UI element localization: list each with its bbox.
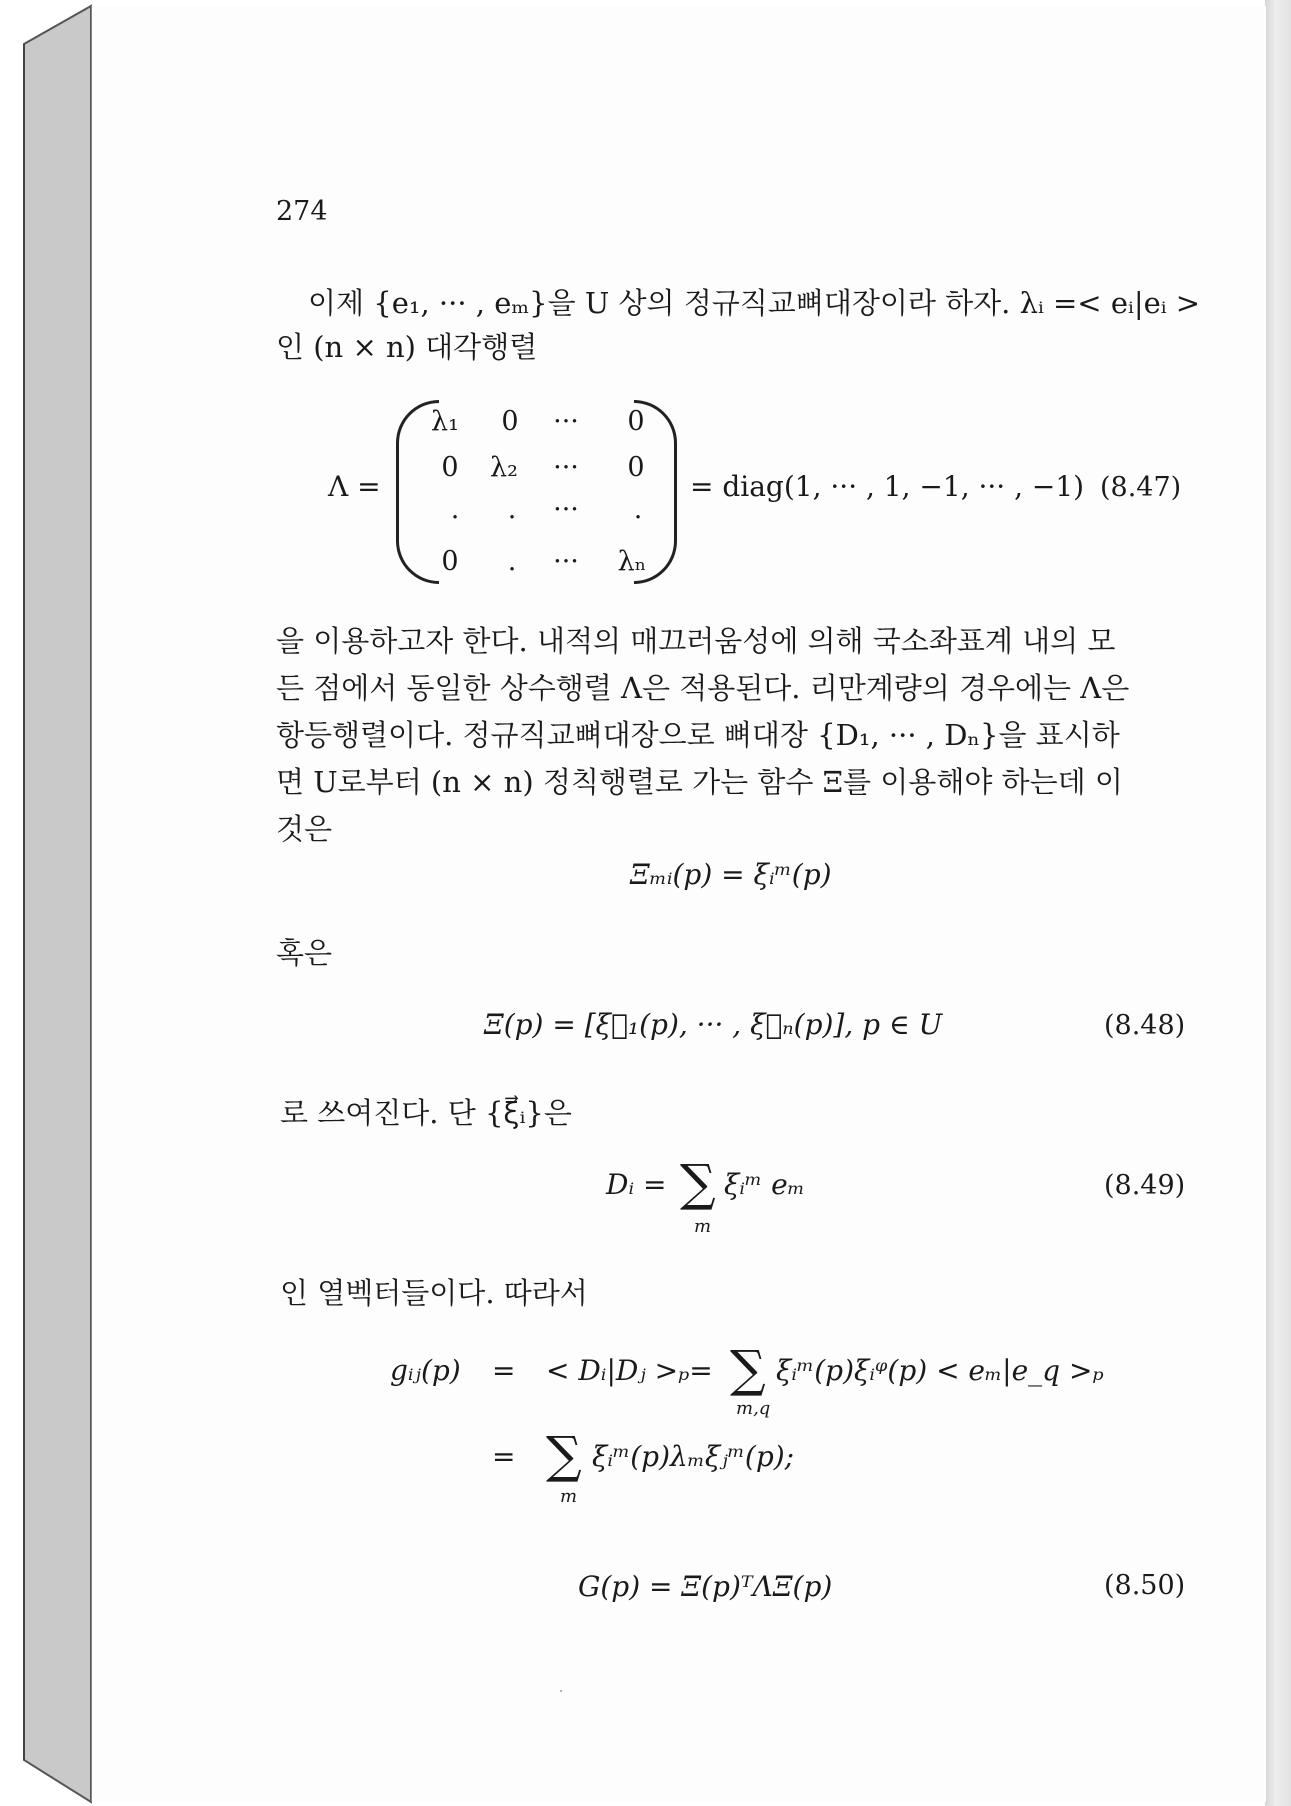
matrix-cell: ··· xyxy=(553,452,579,483)
equation-8-49-rhs: ξᵢᵐ eₘ xyxy=(724,1168,805,1201)
summation-index: m xyxy=(694,1216,712,1237)
equation-8-49-lhs: Dᵢ = xyxy=(606,1168,667,1201)
equation-number-8-48: (8.48) xyxy=(1104,1010,1186,1041)
intro-line-1: 이제 {e₁, ··· , eₘ}을 U 상의 정규직교뼈대장이라 하자. λᵢ =< eᵢ|eᵢ > xyxy=(308,286,1201,320)
equation-number-8-47: (8.47) xyxy=(1100,472,1182,503)
para2-line-3: 항등행렬이다. 정규직교뼈대장으로 뼈대장 {D₁, ··· , Dₙ}을 표시하 xyxy=(276,718,1120,752)
matrix-cell: ··· xyxy=(553,406,579,437)
text-after-8-49: 인 열벡터들이다. 따라서 xyxy=(280,1276,588,1310)
matrix-cell: 0 xyxy=(441,546,459,577)
page-stack-edge xyxy=(1265,0,1291,1806)
summation-sign: ∑ xyxy=(680,1154,716,1212)
equation-g-lhs: gᵢⱼ(p) xyxy=(390,1354,461,1387)
matrix-lhs: Λ = xyxy=(328,470,381,503)
matrix-cell: λ₁ xyxy=(431,406,459,437)
equation-g2-rhs: ξᵢᵐ(p)λₘξⱼᵐ(p); xyxy=(592,1440,795,1473)
equation-g2-equals: = xyxy=(492,1440,516,1473)
matrix-cell: . xyxy=(633,494,643,525)
matrix-cell: 0 xyxy=(627,452,645,483)
matrix-rhs: = diag(1, ··· , 1, −1, ··· , −1) xyxy=(690,470,1085,503)
matrix-cell: 0 xyxy=(627,406,645,437)
para2-line-2: 든 점에서 동일한 상수행렬 Λ은 적용된다. 리만계량의 경우에는 Λ은 xyxy=(276,671,1130,705)
summation-sign: ∑ xyxy=(730,1340,766,1398)
page-number: 274 xyxy=(276,196,328,227)
matrix-cell: ··· xyxy=(553,494,579,525)
matrix-cell: . xyxy=(507,546,517,577)
equation-g-rhs: ξᵢᵐ(p)ξᵢᵠ(p) < eₘ|e_q >ₚ xyxy=(776,1354,1104,1387)
equation-number-8-49: (8.49) xyxy=(1104,1170,1186,1201)
matrix-cell: ··· xyxy=(553,546,579,577)
summation-sign: ∑ xyxy=(546,1426,582,1484)
text-after-8-48: 로 쓰여진다. 단 {ξ⃗ᵢ}은 xyxy=(280,1096,572,1130)
equation-g-equals: = xyxy=(492,1354,516,1387)
matrix-cell: . xyxy=(507,494,517,525)
summation-index: m,q xyxy=(736,1398,771,1419)
intro-line-2: 인 (n × n) 대각행렬 xyxy=(276,330,538,364)
book-page xyxy=(91,6,1266,1802)
equation-8-48: Ξ(p) = [ξ⃗₁(p), ··· , ξ⃗ₙ(p)], p ∈ U xyxy=(484,1008,943,1041)
summation-index: m xyxy=(560,1486,578,1507)
para2-line-1: 을 이용하고자 한다. 내적의 매끄러움성에 의해 국소좌표계 내의 모 xyxy=(276,624,1116,658)
book-spine xyxy=(0,0,92,1806)
matrix-cell: 0 xyxy=(441,452,459,483)
matrix-cell: λ₂ xyxy=(490,452,518,483)
text-or: 혹은 xyxy=(276,936,333,970)
equation-xi: Ξₘᵢ(p) = ξᵢᵐ(p) xyxy=(630,858,832,891)
equation-8-50: G(p) = Ξ(p)ᵀΛΞ(p) xyxy=(578,1570,833,1603)
matrix-cell: . xyxy=(450,494,460,525)
print-speck xyxy=(560,1690,562,1692)
para2-line-5: 것은 xyxy=(276,812,333,846)
equation-number-8-50: (8.50) xyxy=(1104,1570,1186,1601)
matrix-cell: λₙ xyxy=(617,546,647,577)
matrix-cell: 0 xyxy=(501,406,519,437)
equation-g-inner-product: < Dᵢ|Dⱼ >ₚ= xyxy=(546,1354,713,1387)
para2-line-4: 면 U로부터 (n × n) 정칙행렬로 가는 함수 Ξ를 이용해야 하는데 이 xyxy=(276,765,1123,799)
